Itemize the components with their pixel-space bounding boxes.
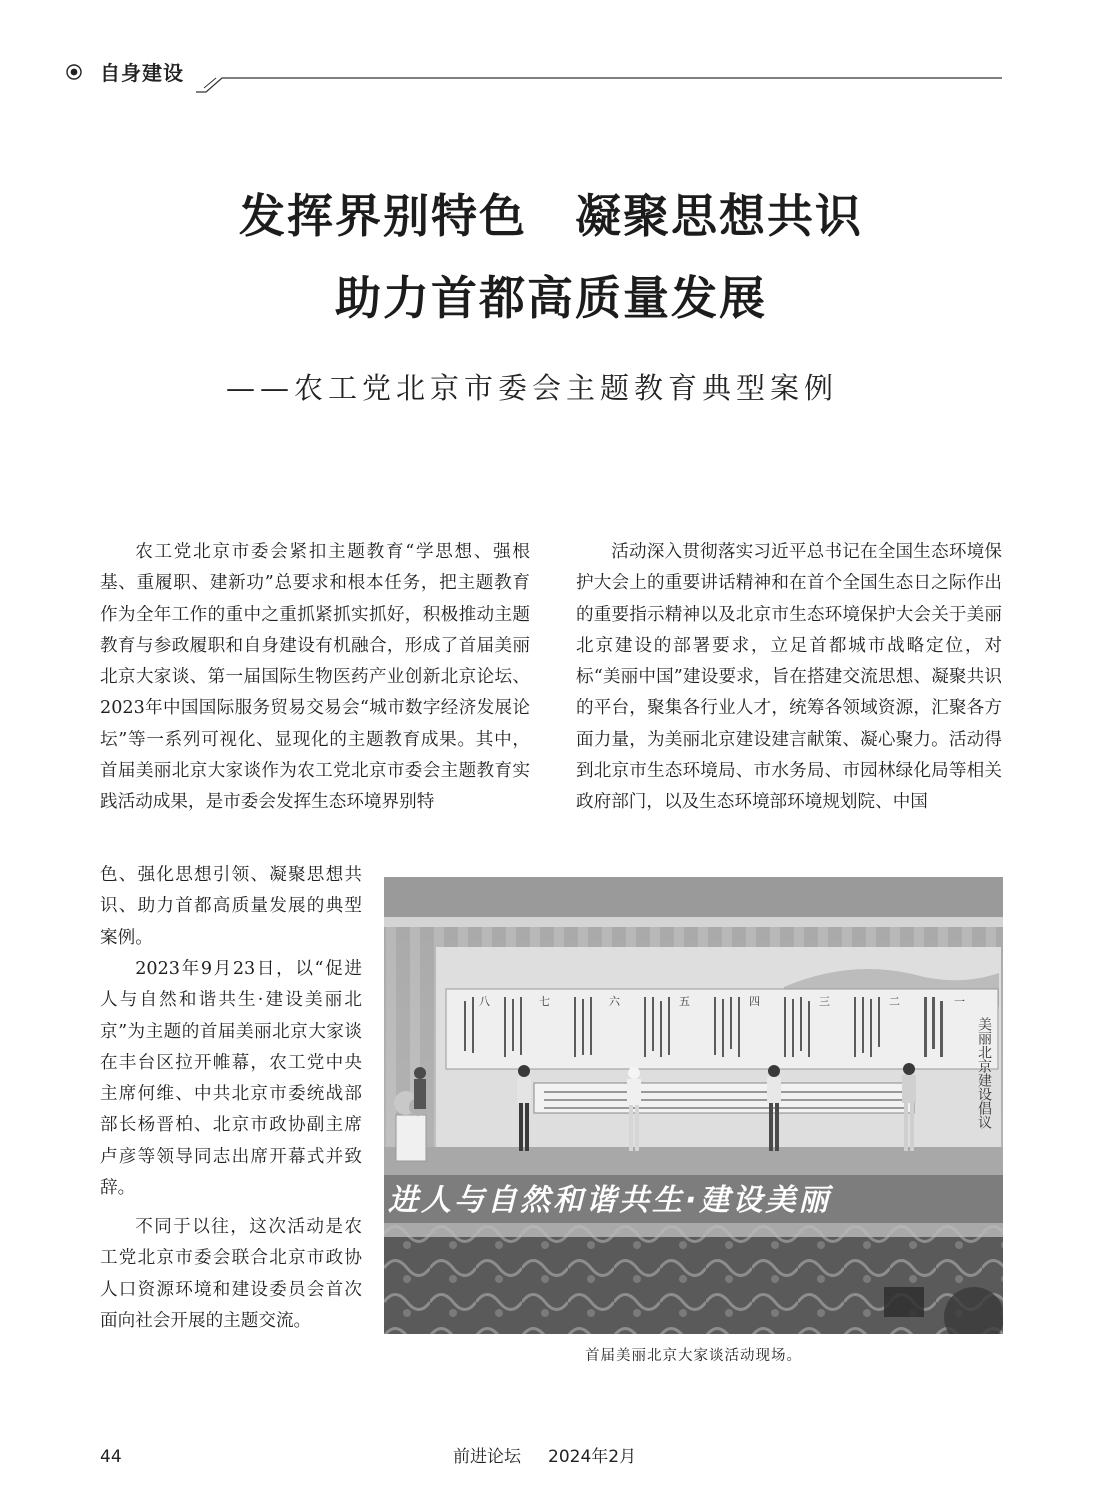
scroll-title: 美丽北京建设倡议 [976,1017,992,1129]
scroll-numeral: 一 [954,995,965,1008]
article-subtitle: ——农工党北京市委会主题教育典型案例 [226,371,839,405]
article-title-line2: 助力首都高质量发展 [335,271,767,325]
section-label: 自身建设 [100,61,184,85]
left-paragraph-1: 农工党北京市委会紧扣主题教育“学思想、强根基、重履职、建新功”总要求和根本任务，把主题教育作为全年工作的重中之重抓紧抓实抓好，积极推动主题教育与参政履职和自身建设有机融合，形成了首届美丽北京大家谈、第一届国际生物医药产业创新北京论坛、2023年中国国际服务贸易交易会“城市数字经济发展论坛”等一系列可视化、显现化的主题教育成果。其中，首届美丽北京大家谈作为农工党北京市委会主题教育实践活动成果，是市委会发挥生态环境界别特 [100,542,530,813]
scroll-numeral: 三 [819,995,830,1008]
scroll-numeral: 四 [749,995,760,1008]
issue-date: 2024年2月 [548,1447,637,1467]
scroll-numeral: 二 [889,995,900,1008]
target-circle-icon [66,64,82,80]
article-title-line1: 发挥界别特色 凝聚思想共识 [239,189,863,243]
page-number: 44 [100,1447,122,1467]
scroll-numeral: 五 [679,995,690,1008]
stage-banner-text: 进人与自然和谐共生·建设美丽 [388,1183,832,1218]
scroll-numeral: 八 [479,995,490,1008]
photo-caption: 首届美丽北京大家谈活动现场。 [585,1348,802,1364]
left-paragraph-3: 不同于以往，这次活动是农工党北京市委会联合北京市政协人口资源环境和建设委员会首次面向社会开展的主题交流。 [100,1217,362,1331]
header-rule [196,68,1002,96]
right-paragraph-1: 活动深入贯彻落实习近平总书记在全国生态环境保护大会上的重要讲话精神和在首个全国生态日之际作出的重要指示精神以及北京市生态环境保护大会关于美丽北京建设的部署要求，立足首都城市战略定位，对标“美丽中国”建设要求，旨在搭建交流思想、凝聚共识的平台，聚集各行业人才，统筹各领域资源，汇聚各方面力量，为美丽北京建设建言献策、凝心聚力。活动得到北京市生态环境局、市水务局、市园林绿化局等相关政府部门，以及生态环境部环境规划院、中国 [576,542,1002,813]
left-paragraph-1-continued: 色、强化思想引领、凝聚思想共识、助力首都高质量发展的典型案例。 [100,865,362,948]
left-paragraph-2: 2023年9月23日，以“促进人与自然和谐共生·建设美丽北京”为主题的首届美丽北京大家谈在丰台区拉开帷幕，农工党中央主席何维、中共北京市委统战部部长杨晋柏、北京市政协副主席卢彦等领导同志出席开幕式并致辞。 [100,959,362,1199]
journal-name: 前进论坛 [453,1447,521,1467]
scroll-numeral: 七 [539,995,550,1008]
scroll-numeral: 六 [609,995,620,1008]
event-photo [384,877,1003,1334]
